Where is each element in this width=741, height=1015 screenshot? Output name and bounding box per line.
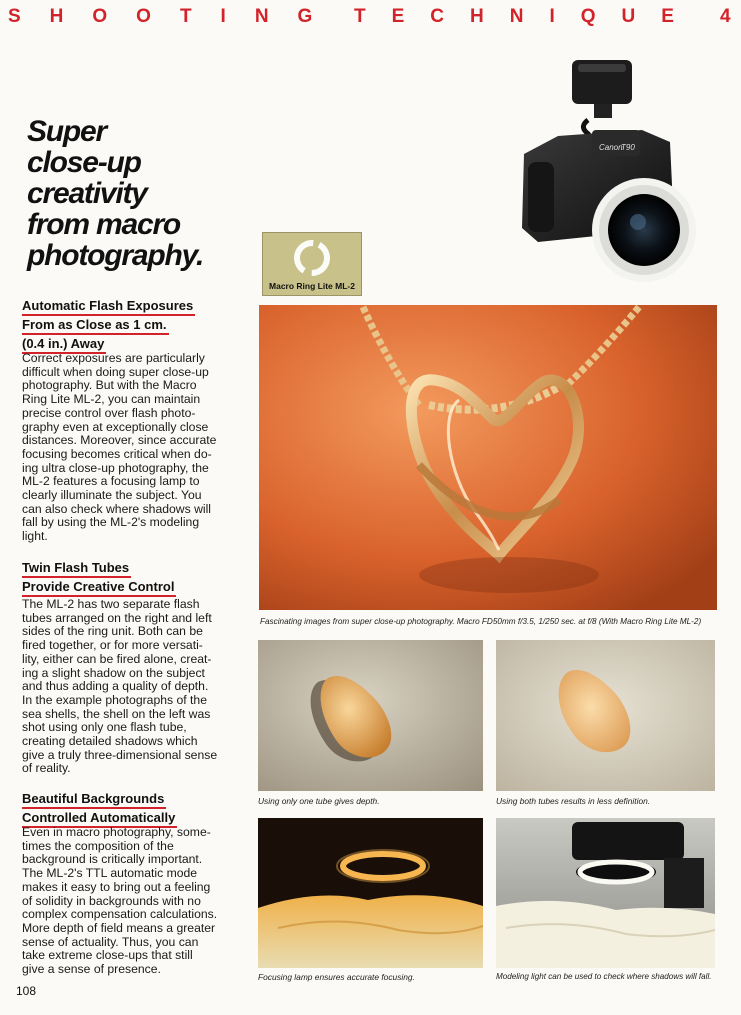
body-line: creating detailed shadows which <box>22 734 198 749</box>
header-word-shooting: SHOOTING <box>8 6 342 27</box>
body-line: The ML-2's TTL automatic mode <box>22 866 198 881</box>
shell-both-tubes-photo <box>496 640 715 791</box>
caption-lamp-left: Focusing lamp ensures accurate focusing. <box>258 972 415 982</box>
body-line: shot using only one flash tube, <box>22 720 187 735</box>
title-line: photography. <box>27 239 204 272</box>
body-line: difficult when doing super close-up <box>22 364 209 379</box>
caption-lamp-right: Modeling light can be used to check where shadows will fall. <box>496 972 712 981</box>
body-line: ML-2 features a focusing lamp to <box>22 474 200 489</box>
caption-shell-left: Using only one tube gives depth. <box>258 796 380 806</box>
heading-line: (0.4 in.) Away <box>22 335 106 354</box>
title-line: from macro <box>27 208 181 241</box>
heading-line: Beautiful Backgrounds <box>22 790 166 809</box>
body-line: give a truly three-dimensional sense <box>22 747 218 762</box>
body-line: and thus adding a quality of depth. <box>22 679 209 694</box>
body-line: More depth of field means a greater <box>22 920 216 935</box>
body-line: times the composition of the <box>22 838 174 853</box>
header-section-number: 4 <box>720 6 731 27</box>
body-line: fired together, or for more versati- <box>22 638 203 653</box>
body-line: of reality. <box>22 761 71 776</box>
body-line: graphy even at exceptionally close <box>22 419 209 434</box>
body-line: In the example photographs of the <box>22 692 207 707</box>
body-line: give a sense of presence. <box>22 962 161 977</box>
section-body-backgrounds <box>22 826 242 977</box>
heart-pendant-photo <box>259 305 717 610</box>
heading-line: From as Close as 1 cm. <box>22 316 169 335</box>
section-header <box>8 6 738 32</box>
caption-main: Fascinating images from super close-up photography. Macro FD50mm f/3.5, 1/250 sec. at f/8 (With Macro Ring Lite ML-2) <box>260 617 702 626</box>
title-line: creativity <box>27 177 147 210</box>
body-line: fall by using the ML-2's modeling <box>22 515 200 530</box>
satin-cloth <box>258 895 483 968</box>
section-heading-backgrounds <box>22 790 232 828</box>
body-line: sea shells, the shell on the left was <box>22 706 211 721</box>
body-line: ing ultra close-up photography, the <box>22 460 209 475</box>
camera-model-label: T90 <box>621 143 635 152</box>
heading-line: Controlled Automatically <box>22 809 177 828</box>
shell-one-tube-photo <box>258 640 483 791</box>
body-line: take extreme close-ups that still <box>22 948 193 963</box>
body-line: sense of actuality. Thus, you can <box>22 934 199 949</box>
page-title <box>27 116 247 271</box>
camera-silhouette <box>572 822 684 860</box>
modeling-light-photo <box>496 818 715 968</box>
section-body-flash-exposures <box>22 352 242 544</box>
product-badge-label: Macro Ring Lite ML-2 <box>269 281 355 291</box>
body-line: can also check where shadows will <box>22 501 211 516</box>
page-number: 108 <box>16 984 37 998</box>
title-line: close-up <box>27 146 141 179</box>
section-heading-twin-flash <box>22 559 232 597</box>
camera-with-ring-lite-photo <box>518 58 700 284</box>
body-line: light. <box>22 529 48 544</box>
caption-shell-right: Using both tubes results in less definition. <box>496 796 651 806</box>
body-line: The ML-2 has two separate flash <box>22 597 200 611</box>
focusing-lamp-photo <box>258 818 483 968</box>
body-line: of solidity in backgrounds with no <box>22 893 201 908</box>
body-line: lity, either can be fired alone, creat- <box>22 651 212 666</box>
body-line: background is critically important. <box>22 852 203 867</box>
body-line: distances. Moreover, since accurate <box>22 433 217 448</box>
body-line: complex compensation calculations. <box>22 907 218 922</box>
product-badge <box>262 232 362 296</box>
body-line: Ring Lite ML-2, you can maintain <box>22 392 201 407</box>
body-line: Correct exposures are particularly <box>22 351 205 365</box>
camera-brand-label: Canon <box>599 143 623 152</box>
header-word-technique: TECHNIQUE <box>354 6 700 27</box>
heading-line: Automatic Flash Exposures <box>22 297 195 316</box>
body-line: focusing becomes critical when do- <box>22 446 212 461</box>
section-heading-flash-exposures <box>22 297 232 354</box>
heading-line: Twin Flash Tubes <box>22 559 131 578</box>
ring-lite-icon <box>292 238 333 279</box>
heading-line: Provide Creative Control <box>22 578 176 597</box>
title-line: Super <box>27 115 107 148</box>
body-line: precise control over flash photo- <box>22 405 196 420</box>
body-line: Even in macro photography, some- <box>22 825 211 839</box>
body-line: makes it easy to bring out a feeling <box>22 879 211 894</box>
section-body-twin-flash <box>22 598 242 776</box>
lens-icon <box>608 194 680 266</box>
body-line: clearly illuminate the subject. You <box>22 488 202 503</box>
body-line: tubes arranged on the right and left <box>22 610 212 625</box>
body-line: ing a slight shadow on the subject <box>22 665 205 680</box>
body-line: photography. But with the Macro <box>22 378 197 393</box>
body-line: sides of the ring unit. Both can be <box>22 624 203 639</box>
